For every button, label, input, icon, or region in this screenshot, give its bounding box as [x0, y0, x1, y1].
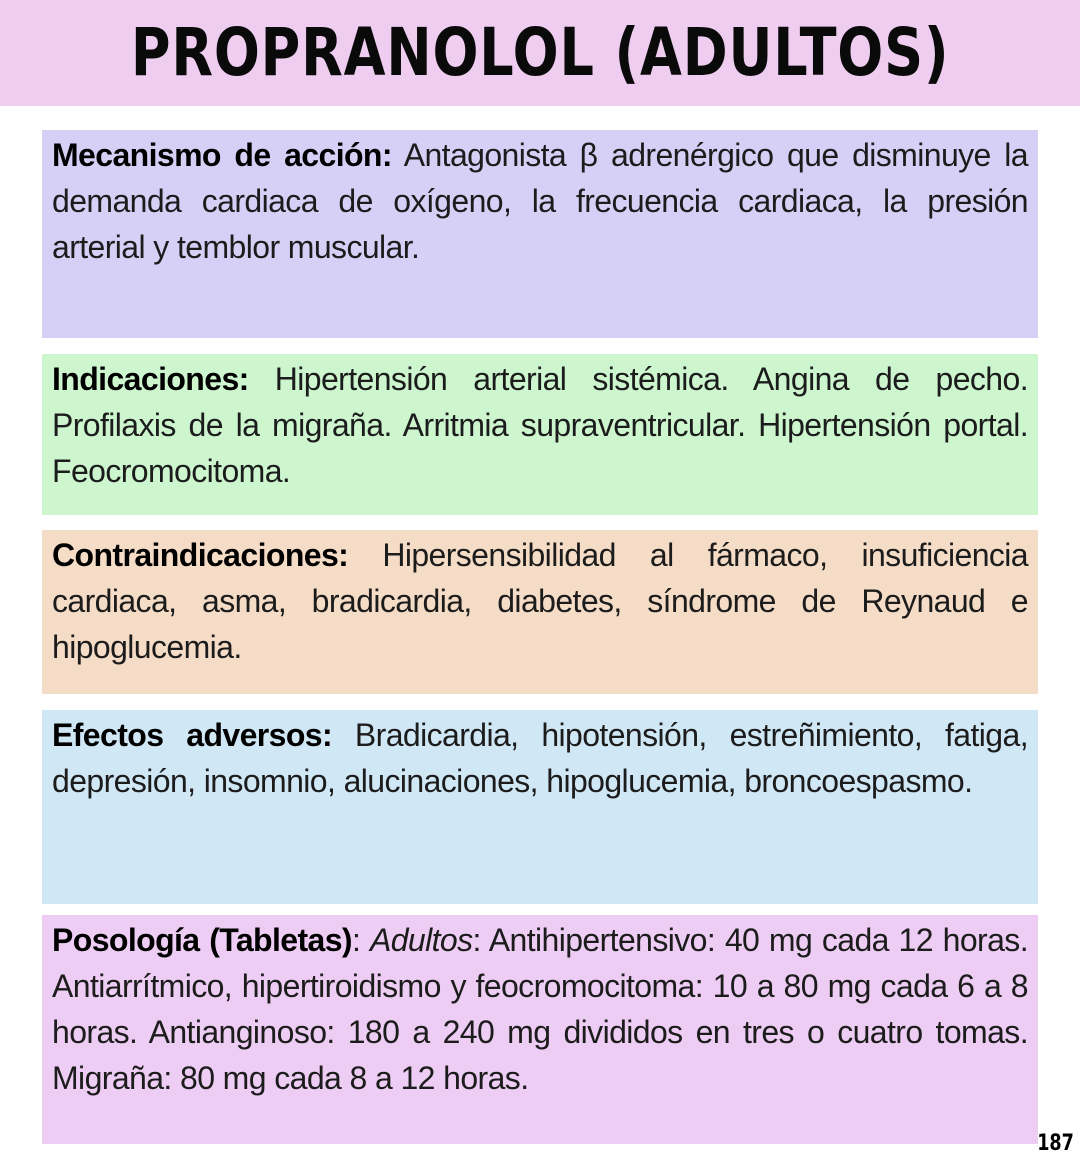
page-number: 187	[1037, 1131, 1074, 1156]
section-text: Hipersensibilidad al fármaco, insuficiencia cardiaca, asma, bradicardia, diabetes, síndrome de Reynaud e hipoglucemia.	[52, 537, 1028, 665]
section-text: Antagonista β adrenérgico que disminuye la demanda cardiaca de oxígeno, la frecuencia cardiaca, la presión arterial y temblor muscular.	[52, 137, 1028, 265]
section-text: : Antihipertensivo: 40 mg cada 12 horas. Antiarrítmico, hipertiroidismo y feocromocitoma: 10 a 80 mg cada 6 a 8 horas. Antianginoso: 180 a 240 mg divididos en tres o cuatro tomas. Migraña: 80 mg cada 8 a 12 horas.	[52, 922, 1028, 1096]
section-label: Mecanismo de acción:	[52, 137, 392, 173]
section-posologia	[42, 915, 1038, 1144]
section-mecanismo-de-accion	[42, 130, 1038, 338]
section-italic-term: Adultos	[369, 922, 473, 958]
section-colon: :	[351, 922, 370, 958]
section-label: Posología (Tabletas)	[52, 922, 352, 958]
section-efectos-adversos	[42, 710, 1038, 904]
section-label: Indicaciones:	[52, 361, 249, 397]
section-label: Contraindicaciones:	[52, 537, 349, 573]
section-contraindicaciones	[42, 530, 1038, 694]
page-title: PROPRANOLOL (ADULTOS)	[130, 14, 950, 91]
section-text: Hipertensión arterial sistémica. Angina de pecho. Profilaxis de la migraña. Arritmia supraventricular. Hipertensión portal. Feocromocitoma.	[52, 361, 1028, 489]
title-banner	[0, 0, 1080, 106]
section-text: Bradicardia, hipotensión, estreñimiento, fatiga, depresión, insomnio, alucinaciones, hipoglucemia, broncoespasmo.	[52, 717, 1028, 799]
section-label: Efectos adversos:	[52, 717, 333, 753]
section-indicaciones	[42, 354, 1038, 515]
